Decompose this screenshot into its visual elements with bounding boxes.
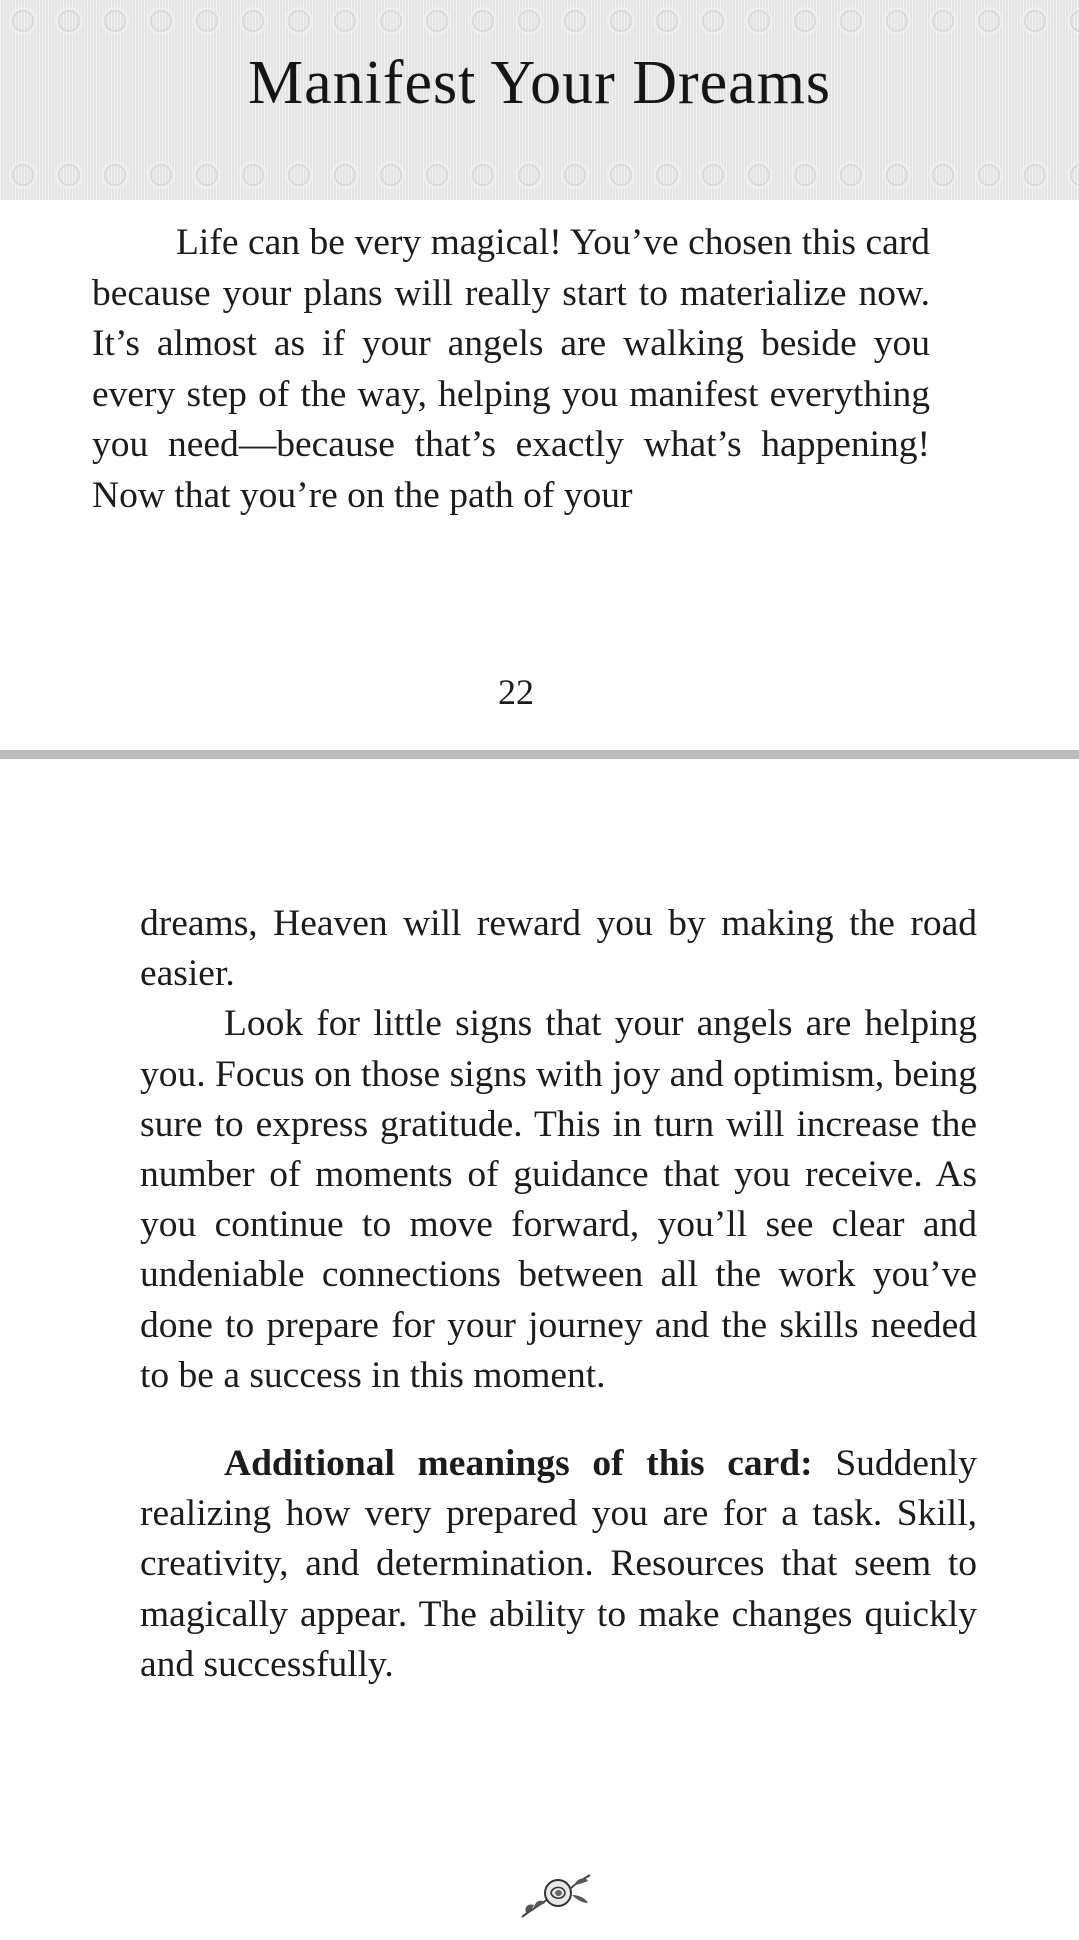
- additional-meanings-label: Additional meanings of this card:: [224, 1443, 813, 1485]
- title-banner: [0, 0, 1079, 200]
- page-title: Manifest Your Dreams: [247, 49, 832, 117]
- additional-meanings-paragraph: [140, 1439, 977, 1690]
- page-23: [0, 759, 1079, 1940]
- body-paragraph-1: Life can be very magical! You’ve chosen this card because your plans will really start to materialize now. It’s almost as if your angels are walking beside you every step of the way, helping you manifest everything you need—because that’s exactly what’s happening! Now that you’re on the path of your: [92, 222, 930, 516]
- rose-ornament-icon: [518, 1869, 594, 1921]
- additional-meanings-text: Suddenly realizing how very prepared you are for a task. Skill, creativity, and determination. Resources that seem to magically appear. The ability to make changes quickly and successfully.: [140, 1443, 977, 1685]
- page-number: 22: [498, 672, 534, 712]
- body-paragraph-2: Look for little signs that your angels are helping you. Focus on those signs with joy and optimism, being sure to express gratitude. This in turn will increase the number of moments of guidance that you receive. As you continue to move forward, you’ll see clear and undeniable connections between all the work you’ve done to prepare for your journey and the skills needed to be a success in this moment.: [140, 1003, 977, 1396]
- lace-border-bottom: [0, 158, 1079, 192]
- page-22: [0, 0, 1079, 752]
- lace-border-top: [0, 4, 1079, 38]
- page-divider: [0, 750, 1079, 759]
- continuation-paragraph: dreams, Heaven will reward you by making the road easier.: [140, 903, 977, 995]
- page-body: [140, 899, 977, 1690]
